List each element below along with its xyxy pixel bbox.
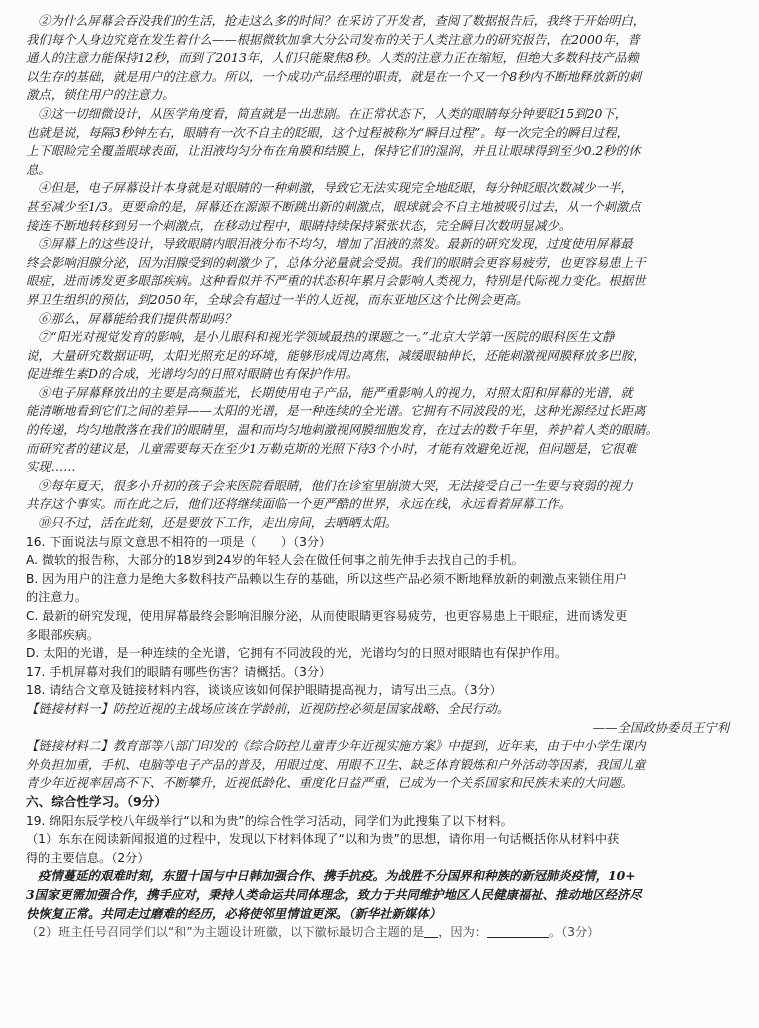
passage-line: 接连不断地转移到另一个刺激点，在移动过程中，眼睛持续保持紧张状态，完全瞬目次数明显减少。	[26, 217, 572, 233]
question-stem: 16. 下面说法与原文意思不相符的一项是（ ）（3分）	[26, 534, 332, 549]
passage-line: 能清晰地看到它们之间的差异——太阳的光谱，是一种连续的全光谱。它拥有不同波段的光，这种光源经过长距离	[26, 403, 646, 419]
passage-line: 息。	[26, 161, 51, 177]
passage-line: ⑨每年夏天，很多小升初的孩子会来医院看眼睛，他们在诊室里崩溃大哭，无法接受自己一生要与衰弱的视力	[38, 477, 633, 493]
passage-line: 激点，锁住用户的注意力。	[26, 87, 175, 103]
link-material-2-line: 外负担加重，手机、电脑等电子产品的普及，用眼过度、用眼不卫生、缺乏体育锻炼和户外活动等因素，我国儿童	[26, 756, 646, 772]
passage-line: 的传递，均匀地散落在我们的眼睛里，温和而均匀地刺激视网膜细胞发育，在过去的数千年里，养护着人类的眼睛。	[26, 422, 658, 438]
passage-line: 眼症，进而诱发更多眼部疾病。这种看似并不严重的状态积年累月会影响人类视力，特别是代际视力变化。根据世	[26, 273, 646, 289]
passage-line: 促进维生素D的合成，光谱均匀的日照对眼睛也有保护作用。	[26, 366, 359, 382]
option-d: D. 太阳的光谱，是一种连续的全光谱，它拥有不同波段的光，光谱均匀的日照对眼睛也有保护作用。	[26, 646, 568, 661]
link-material-2	[26, 737, 733, 793]
link-material-1-text: 【链接材料一】防控近视的主战场应该在学龄前，近视防控必须是国家战略、全民行动。	[26, 700, 510, 716]
passage-line: 以生存的基础，就是用户的注意力。所以，一个成功产品经理的职责，就是在一个又一个8秒内不断地释放新的刺	[26, 68, 642, 84]
question-19	[26, 812, 733, 942]
question-19-part2-score: 。（3分）	[548, 925, 600, 940]
question-19-part2-because: ，因为：	[438, 925, 487, 940]
option-c: C. 最新的研究发现，使用屏幕最终会影响泪腺分泌，从而使眼睛更容易疲劳，也更容易患上干眼症，进而诱发更	[26, 609, 628, 623]
option-b: B. 因为用户的注意力是绝大多数科技产品赖以生存的基础，所以这些产品必须不断地释放新的刺激点来锁住用户	[26, 571, 628, 586]
reading-passage	[26, 12, 733, 533]
passage-line: ⑩只不过，活在此刻，还是要放下工作，走出房间，去晒晒太阳。	[38, 515, 398, 531]
passage-line: 也就是说，每隔3秒钟左右，眼睛有一次不自主的眨眼，这个过程被称为“瞬目过程”。每一次完全的瞬目过程，	[26, 124, 629, 140]
question-19-part2	[26, 923, 733, 942]
link-material-1	[26, 700, 733, 737]
passage-line: 界卫生组织的预估，到2050年，全球会有超过一半的人近视，而东亚地区这个比例会更高。	[26, 291, 529, 307]
option-c-cont: 多眼部疾病。	[26, 627, 100, 642]
passage-line: 甚至减少至1/3。更要命的是，屏幕还在源源不断跳出新的刺激点，眼球就会不自主地被吸引过去，从一个刺激点	[26, 198, 641, 214]
news-material-line: 快恢复正常。共同走过磨难的经历，必将使邻里情谊更深。（新华社新媒体）	[26, 905, 442, 921]
passage-line: 我们每个人身边究竟在发生着什么——根据微软加拿大分公司发布的关于人类注意力的研究报告，在2000年，普	[26, 31, 640, 47]
passage-line: ⑦“阳光对视觉发育的影响，是小儿眼科和视光学领域最热的课题之一。”北京大学第一医院的眼科医生文静	[38, 329, 615, 345]
question-19-intro: 19. 绵阳东辰学校八年级举行“以和为贵”的综合性学习活动，同学们为此搜集了以下材料。	[26, 813, 513, 828]
answer-blank-choice[interactable]	[424, 925, 438, 938]
passage-line: 而研究者的建议是，儿童需要每天在至少1万勒克斯的光照下待3个小时，才能有效避免近视，但问题是，它很难	[26, 440, 637, 456]
question-18: 18. 请结合文章及链接材料内容，谈谈应该如何保护眼睛提高视力，请写出三点。（3分）	[26, 683, 502, 698]
section-heading: 六、综合性学习。（9分）	[26, 793, 167, 809]
passage-line: ④但是，电子屏幕设计本身就是对眼睛的一种刺激，导致它无法实现完全地眨眼，每分钟眨眼次数减少一半，	[38, 180, 633, 196]
link-material-2-line: 青少年近视率居高不下、不断攀升，近视低龄化、重度化日益严重，已成为一个关系国家和民族未来的大问题。	[26, 775, 634, 791]
answer-blank-reason[interactable]	[487, 925, 549, 938]
question-17: 17. 手机屏幕对我们的眼睛有哪些伤害？请概括。（3分）	[26, 664, 332, 679]
question-19-part1: （1）东东在阅读新闻报道的过程中，发现以下材料体现了“以和为贵”的思想，请你用一句话概括你从材料中获	[26, 832, 620, 847]
passage-line: ②为什么屏幕会吞没我们的生活，抢走这么多的时间？在采访了开发者，查阅了数据报告后，我终于开始明白，	[38, 13, 646, 28]
option-b-cont: 的注意力。	[26, 590, 87, 605]
passage-line: 上下眼睑完全覆盖眼球表面，让泪液均匀分布在角膜和结膜上，保持它们的湿润，并且让眼球得到至少0.2秒的休	[26, 143, 641, 159]
passage-line: 实现……	[26, 459, 76, 475]
passage-line: ③这一切细微设计，从医学角度看，简直就是一出悲剧。在正常状态下，人类的眼睛每分钟要眨15到20下，	[38, 105, 628, 121]
passage-line: 终会影响泪腺分泌，因为泪腺受到的刺激少了，总体分泌量就会受损。我们的眼睛会更容易疲劳，也更容易患上干	[26, 254, 646, 270]
link-material-2-line: 【链接材料二】教育部等八部门印发的《综合防控儿童青少年近视实施方案》中提到，近年来，由于中小学生课内	[26, 738, 646, 754]
passage-line: 通人的注意力能保持12秒，而到了2013年，人们只能聚焦8秒。人类的注意力正在缩短，但绝大多数科技产品赖	[26, 50, 639, 66]
question-19-part2-text: （2）班主任号召同学们以“和”为主题设计班徽，以下徽标最切合主题的是	[26, 925, 425, 940]
passage-line: 说，大量研究数据证明，太阳光照充足的环境，能够形成周边离焦，减缓眼轴伸长，还能刺激视网膜释放多巴胺，	[26, 347, 646, 363]
news-material-line: 疫情蔓延的艰难时刻，东盟十国与中日韩加强合作、携手抗疫。为战胜不分国界和种族的新冠肺炎疫情，10+	[38, 868, 636, 884]
passage-line: ⑤屏幕上的这些设计，导致眼睛内眼泪液分布不均匀，增加了泪液的蒸发。最新的研究发现，过度使用屏幕最	[38, 236, 633, 252]
news-material-line: 3国家更需加强合作，携手应对，秉持人类命运共同体理念，致力于共同维护地区人民健康福祉、推动地区经济尽	[26, 886, 642, 902]
passage-line: ⑥那么，屏幕能给我们提供帮助吗？	[38, 310, 237, 326]
passage-line: 共存这个事实。而在此之后，他们还将继续面临一个更严酷的世界，永远在线，永远看着屏幕工作。	[26, 496, 572, 512]
question-16	[26, 533, 733, 663]
option-a: A. 微软的报告称，大部分的18岁到24岁的年轻人会在做任何事之前先伸手去找自己的手机。	[26, 553, 524, 568]
link-material-1-source: ——全国政协委员王宁利	[592, 719, 729, 735]
passage-line: ⑧电子屏幕释放出的主要是高频蓝光，长期使用电子产品，能严重影响人的视力，对照太阳和屏幕的光谱，就	[38, 384, 633, 400]
question-19-part1-cont: 得的主要信息。（2分）	[26, 850, 150, 865]
